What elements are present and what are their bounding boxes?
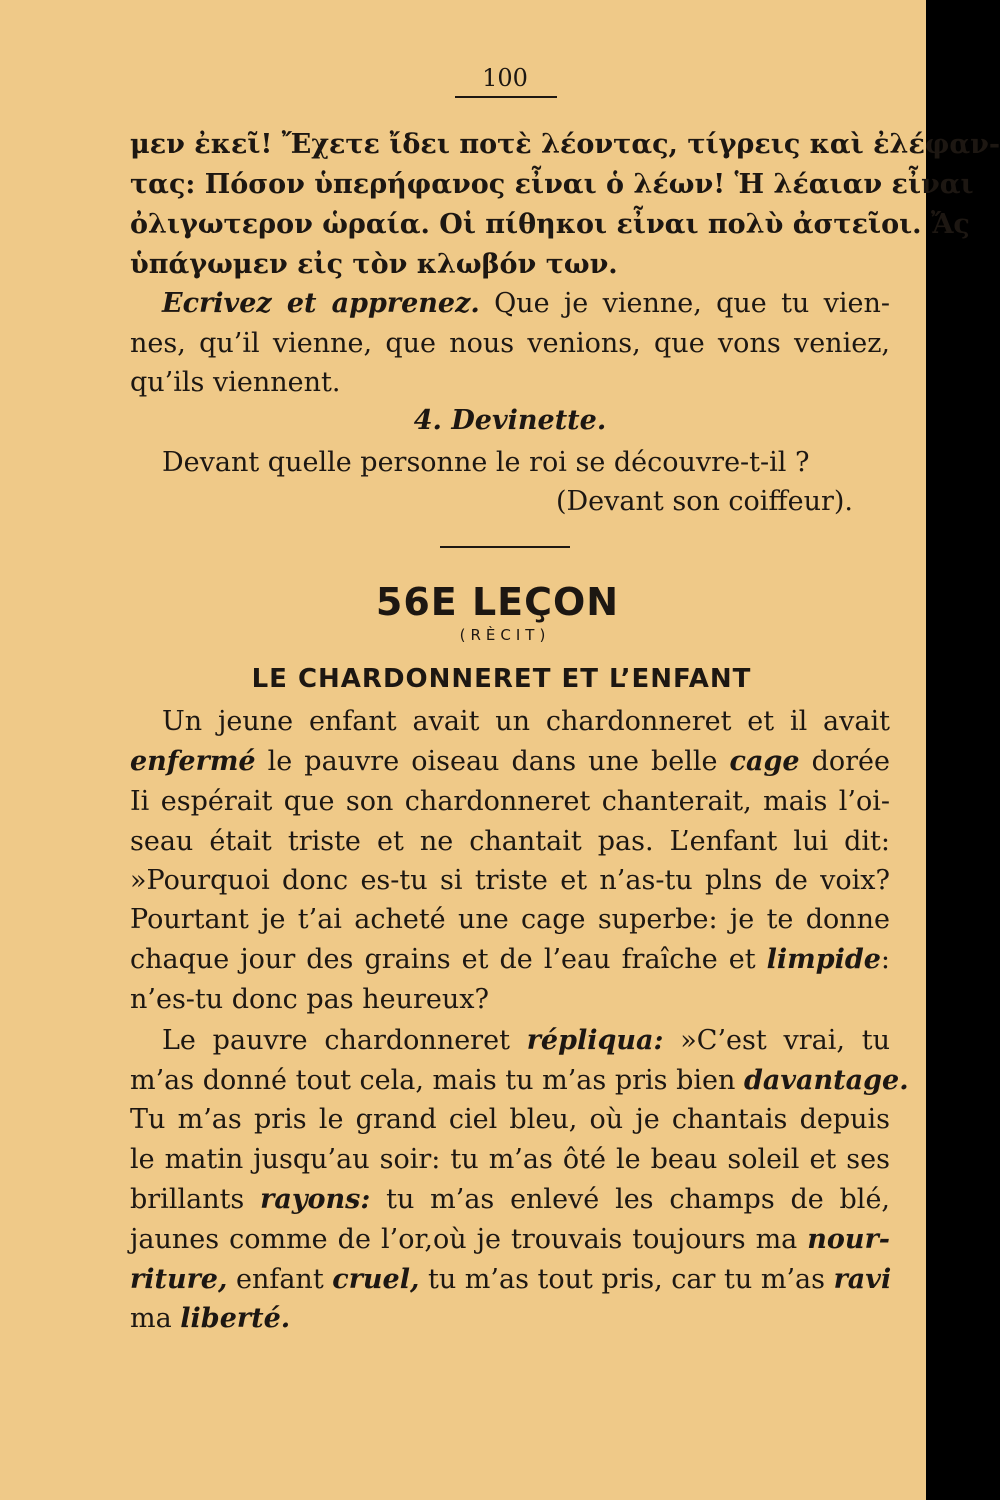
- story-text: »C’est vrai, tu: [663, 1025, 890, 1056]
- story-title: LE CHARDONNERET ET L’ENFANT: [251, 664, 752, 694]
- exercise-title: Ecrivez et apprenez.: [162, 288, 480, 319]
- exercise-line-1: [162, 287, 890, 321]
- story-line-7: [130, 943, 890, 977]
- page-number-underline: [455, 96, 557, 98]
- emphasized-word: rayons:: [260, 1184, 371, 1215]
- emphasized-word: limpide: [766, 944, 881, 975]
- story-line-14: [130, 1223, 890, 1257]
- story-line-1: Un jeune enfant avait un chardonneret et il avait: [162, 706, 890, 737]
- story-line-5: »Pourquoi donc es-tu si triste et n’as-tu plns de voix?: [130, 865, 890, 896]
- story-line-13: [130, 1183, 890, 1217]
- emphasized-word: enfermé: [130, 746, 256, 777]
- story-line-3: Ii espérait que son chardonneret chanterait, mais l’oi-: [130, 786, 890, 817]
- emphasized-word: répliqua:: [526, 1025, 664, 1056]
- story-line-4: seau était triste et ne chantait pas. L’enfant lui dit:: [130, 826, 890, 857]
- story-text: chaque jour des grains et de l’eau fraîche et: [130, 944, 767, 975]
- emphasized-word: davantage.: [743, 1065, 909, 1096]
- story-text: enfant: [227, 1264, 333, 1295]
- exercise-line-2: nes, qu’il vienne, que nous venions, que vons veniez,: [130, 328, 890, 359]
- emphasized-word: cruel,: [332, 1264, 420, 1295]
- section-divider: [440, 546, 570, 548]
- story-text: m’as donné tout cela, mais tu m’as pris bien: [130, 1065, 744, 1096]
- story-line-12: le matin jusqu’au soir: tu m’as ôté le beau soleil et ses: [130, 1144, 890, 1175]
- lesson-subtitle: (RÈCIT): [459, 626, 551, 644]
- story-text: tu m’as tout pris, car tu m’as: [419, 1264, 834, 1295]
- story-line-8: n’es-tu donc pas heureux?: [130, 984, 489, 1015]
- story-text: tu m’as enlevé les champs de blé,: [370, 1184, 891, 1215]
- story-text: brillants: [130, 1184, 261, 1215]
- story-line-6: Pourtant je t’ai acheté une cage superbe: je te donne: [130, 904, 890, 935]
- story-line-9: [162, 1024, 890, 1058]
- story-line-11: Tu m’as pris le grand ciel bleu, où je chantais depuis: [130, 1104, 890, 1135]
- story-line-15: [130, 1263, 890, 1297]
- page-number: 100: [482, 64, 528, 92]
- greek-line-2: τας: Πόσον ὑπερήφανος εἶναι ὁ λέων! Ἡ λέαιαν εἶναι: [130, 169, 974, 200]
- story-text: :: [880, 944, 890, 975]
- exercise-line-3: qu’ils viennent.: [130, 367, 341, 398]
- story-text: jaunes comme de l’or,où je trouvais toujours ma: [130, 1224, 808, 1255]
- exercise-text: Que je vienne, que tu vien-: [479, 288, 890, 319]
- story-line-2: [130, 745, 890, 779]
- story-line-16: [130, 1302, 890, 1336]
- story-text: Le pauvre chardonneret: [162, 1025, 527, 1056]
- greek-line-4: ὑπάγωμεν εἰς τὸν κλωβόν των.: [130, 249, 618, 280]
- devinette-heading: 4. Devinette.: [413, 405, 607, 436]
- story-text: le pauvre oiseau dans une belle: [255, 746, 730, 777]
- emphasized-word: ravi: [833, 1264, 892, 1295]
- emphasized-word: cage: [729, 746, 800, 777]
- emphasized-word: liberté.: [180, 1303, 291, 1334]
- story-text: ma: [130, 1303, 181, 1334]
- lesson-title: 56E LEÇON: [375, 580, 620, 624]
- story-text: dorée: [799, 746, 890, 777]
- emphasized-word: nour-: [807, 1224, 890, 1255]
- devinette-answer: (Devant son coiffeur).: [556, 486, 853, 517]
- devinette-question: Devant quelle personne le roi se découvre-t-il ?: [162, 447, 810, 478]
- greek-line-1: μεν ἐκεῖ! Ἔχετε ἴδει ποτὲ λέοντας, τίγρεις καὶ ἐλέφαν-: [130, 129, 1000, 160]
- greek-line-3: ὀλιγωτερον ὡραία. Οἱ πίθηκοι εἶναι πολὺ ἀστεῖοι. Ἄς: [130, 209, 970, 240]
- emphasized-word: riture,: [130, 1264, 228, 1295]
- story-line-10: [130, 1064, 909, 1098]
